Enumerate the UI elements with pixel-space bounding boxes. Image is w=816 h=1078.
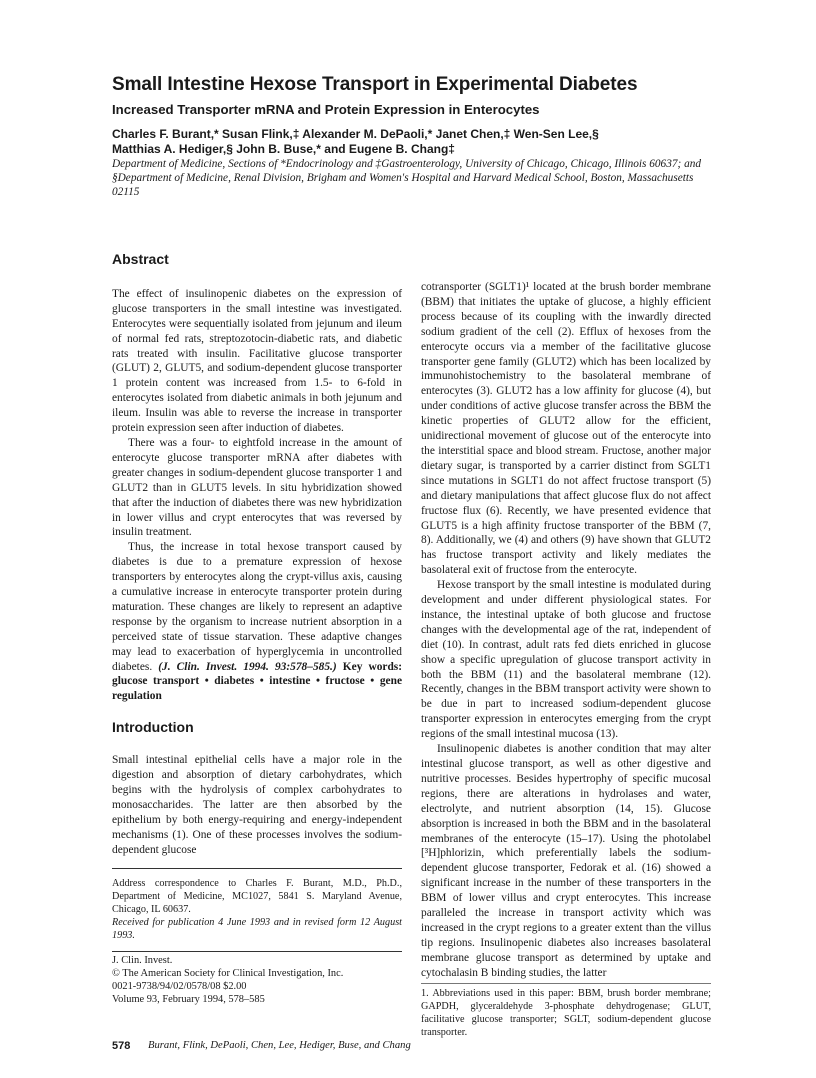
affiliation-line-1: Department of Medicine, Sections of *Endocrinology and ‡Gastroenterology, University of Chicago, Chicago, Illinois 60637; and: [112, 158, 702, 170]
left-column: [112, 252, 402, 858]
introduction-paragraph-1: Small intestinal epithelial cells have a major role in the digestion and absorption of dietary carbohydrates, which begins with the hydrolysis of complex carbohydrates to monosaccharides. The latter are then absorbed by the epithelium by both energy-requiring and energy-independent mechanisms (1). One of these processes involves the sodium-dependent glucose: [112, 754, 402, 856]
abbreviations-divider: [421, 983, 711, 984]
journal-info: [112, 954, 402, 1006]
journal-divider: [112, 951, 402, 952]
abstract-paragraph-1: The effect of insulinopenic diabetes on the expression of glucose transporters in the small intestine was investigated. Enterocytes were sequentially isolated from jejunum and ileum of normal fed rats, streptozotocin-diabetic rats, and diabetic rats treated with insulin. Facilitative glucose transporter (GLUT) 2, GLUT5, and sodium-dependent glucose transporter 1 protein content was increased from 1.5- to 6-fold in enterocytes isolated from diabetic animals in both jejunum and ileum. Insulin was able to reverse the increase in transporter protein expression seen after induction of diabetes.: [112, 287, 402, 435]
introduction-heading: Introduction: [112, 719, 194, 736]
affiliation-line-2: §Department of Medicine, Renal Division, Brigham and Women's Hospital and Harvard Medical School, Boston, Massachusetts 02115: [112, 172, 694, 199]
abstract-paragraph-3: [112, 540, 402, 704]
abstract-heading: Abstract: [112, 251, 169, 267]
introduction-paragraph-3: Hexose transport by the small intestine is modulated during development and under different physiological states. For instance, the intestinal uptake of both glucose and fructose changes with the developmental age of the rat, independent of diet (10). In contrast, adult rats fed diets enriched in glucose show a specific upregulation of glucose transport activity in both the BBM (11) and the basolateral membrane (12). Recently, changes in the BBM transport activity were shown to be due in part to increased sodium-dependent glucose transporter expression in enterocytes emerging from the crypt regions of the small intestinal mucosa (13).: [421, 579, 711, 741]
introduction-paragraph-2: cotransporter (SGLT1)¹ located at the brush border membrane (BBM) that initiates the uptake of glucose, a highly efficient process because of its coupling with the inwardly directed sodium gradient of the cell (2). Efflux of hexoses from the enterocyte occurs via a member of the facilitative glucose transporter gene family (GLUT2) which has been localized by immunohistochemistry to the basolateral membrane of enterocytes (3). GLUT2 has a low affinity for glucose (4), but under conditions of active glucose transfer across the BBM the kinetic properties of GLUT2 allow for the efficient, unidirectional movement of glucose out of the enterocyte into the interstitial space and blood stream. Fructose, another major dietary sugar, is transported by a carrier distinct from SGLT1 since mutations in SGLT1 do not affect fructose transport (5) and dietary manipulations that affect glucose flux do not affect fructose flux (6). Recently, we have presented evidence that GLUT5 is a high affinity fructose transporter of the BBM (7, 8). Additionally, we (4) and others (9) have shown that GLUT2 has fructose transport activity and likely mediates the basolateral exit of fructose from the enterocyte.: [421, 281, 711, 577]
abstract-citation: (J. Clin. Invest. 1994. 93:578–585.): [158, 660, 337, 673]
correspondence-block: [112, 877, 402, 942]
correspondence-note: Address correspondence to Charles F. Burant, M.D., Ph.D., Department of Medicine, MC1027, 5841 S. Maryland Avenue, Chicago, IL 60637.: [112, 878, 402, 915]
page-number: 578: [112, 1040, 131, 1052]
received-note: Received for publication 4 June 1993 and in revised form 12 August 1993.: [112, 917, 402, 941]
affiliations: [112, 157, 712, 200]
article-subtitle: Increased Transporter mRNA and Protein Expression in Enterocytes: [112, 102, 540, 117]
right-column: [421, 280, 711, 981]
abstract-paragraph-2: There was a four- to eightfold increase in the amount of enterocyte glucose transporter mRNA after diabetes with greater changes in sodium-dependent glucose transporter 1 and GLUT2 than in GLUT5 levels. In situ hybridization showed that after the induction of diabetes there was new hybridization in lower villus and crypt enterocytes that was reversed by insulin treatment.: [112, 436, 402, 539]
volume-line: Volume 93, February 1994, 578–585: [112, 994, 265, 1005]
copyright-line: © The American Society for Clinical Investigation, Inc.: [112, 968, 344, 979]
article-title: Small Intestine Hexose Transport in Experimental Diabetes: [112, 74, 638, 95]
footnote-divider: [112, 868, 402, 869]
keywords: Key words: glucose transport • diabetes • intestine • fructose • gene regulation: [112, 660, 403, 703]
journal-name: J. Clin. Invest.: [112, 955, 173, 966]
author-list: [112, 127, 712, 157]
abstract-text: Thus, the increase in total hexose transport caused by diabetes is due to a premature expression of hexose transporters by enterocytes along the crypt-villus axis, causing a cumulative increase in enterocyte transporter protein during maturation. These changes are likely to represent an adaptive response by the organism to increase nutrient absorption in a perceived state of tissue starvation. These adaptive changes may lead to exacerbation of hyperglycemia in uncontrolled diabetes.: [112, 541, 402, 673]
abbreviations-footnote: 1. Abbreviations used in this paper: BBM, brush border membrane; GAPDH, glyceraldehyde 3-phosphate dehydrogenase; GLUT, facilitative glucose transporter; SGLT, sodium-dependent glucose transporter.: [421, 988, 711, 1038]
issn-line: 0021-9738/94/02/0578/08 $2.00: [112, 981, 247, 992]
running-footer: Burant, Flink, DePaoli, Chen, Lee, Hediger, Buse, and Chang: [148, 1040, 411, 1051]
introduction-paragraph-4: Insulinopenic diabetes is another condition that may alter intestinal glucose transport, as well as other digestive and nutritive processes. Besides hypertrophy of specific mucosal regions, there are alterations in hydrolases and water, electrolyte, and nutrient absorption (14, 15). Glucose absorption is increased in both the BBM and in the basolateral membranes of the enterocyte (15–17). Using the photolabel [³H]phlorizin, which preferentially labels the sodium-dependent glucose transporter, Fedorak et al. (16) showed a significant increase in the number of these transporters in the BBM of lower villus and crypt enterocytes. This increase paralleled the increase in transport activity which was increased in the crypt regions to a greater extent than the villus tip regions. Insulinopenic diabetes also increases basolateral membrane glucose transport as determined by uptake and cytochalasin B binding studies, the latter: [421, 743, 711, 979]
author-line-2: Matthias A. Hediger,§ John B. Buse,* and Eugene B. Chang‡: [112, 142, 455, 156]
author-line-1: Charles F. Burant,* Susan Flink,‡ Alexander M. DePaoli,* Janet Chen,‡ Wen-Sen Lee,§: [112, 127, 599, 141]
